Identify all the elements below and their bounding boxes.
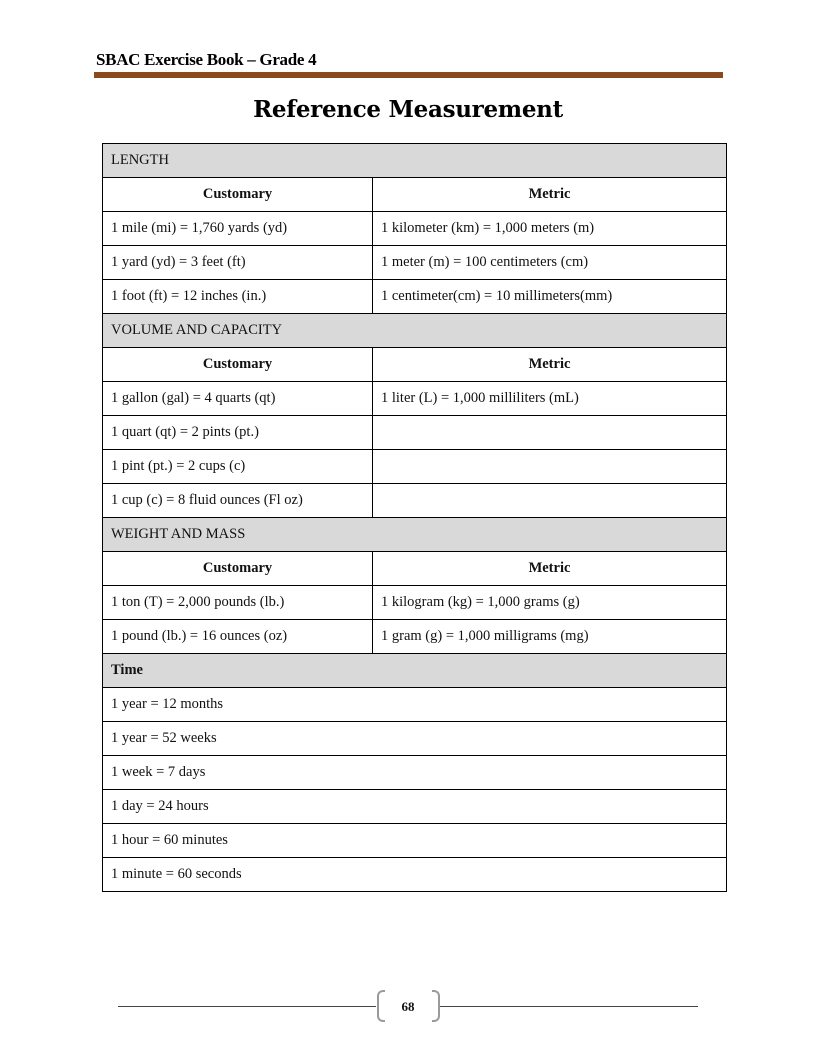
customary-header: Customary [103, 348, 373, 382]
table-row [103, 790, 727, 824]
metric-cell: 1 centimeter(cm) = 10 millimeters(mm) [373, 280, 727, 314]
section-header-volume [103, 314, 727, 348]
section-title: WEIGHT AND MASS [103, 518, 727, 552]
table-row [103, 280, 727, 314]
customary-cell: 1 pint (pt.) = 2 cups (c) [103, 450, 373, 484]
table-row [103, 246, 727, 280]
time-cell: 1 day = 24 hours [103, 790, 727, 824]
footer-rule-left [118, 1006, 376, 1007]
customary-cell: 1 ton (T) = 2,000 pounds (lb.) [103, 586, 373, 620]
table-row [103, 212, 727, 246]
metric-cell: 1 kilometer (km) = 1,000 meters (m) [373, 212, 727, 246]
metric-cell: 1 meter (m) = 100 centimeters (cm) [373, 246, 727, 280]
column-header-row [103, 552, 727, 586]
section-title: LENGTH [103, 144, 727, 178]
section-title: Time [103, 654, 727, 688]
customary-header: Customary [103, 552, 373, 586]
metric-cell [373, 450, 727, 484]
customary-cell: 1 pound (lb.) = 16 ounces (oz) [103, 620, 373, 654]
customary-cell: 1 cup (c) = 8 fluid ounces (Fl oz) [103, 484, 373, 518]
customary-cell: 1 quart (qt) = 2 pints (pt.) [103, 416, 373, 450]
table-row [103, 722, 727, 756]
section-title: VOLUME AND CAPACITY [103, 314, 727, 348]
table-row [103, 450, 727, 484]
table-row [103, 416, 727, 450]
metric-cell [373, 416, 727, 450]
table-row [103, 586, 727, 620]
left-bracket-icon [377, 990, 385, 1022]
table-row [103, 484, 727, 518]
metric-cell [373, 484, 727, 518]
customary-cell: 1 mile (mi) = 1,760 yards (yd) [103, 212, 373, 246]
section-header-time [103, 654, 727, 688]
metric-cell: 1 kilogram (kg) = 1,000 grams (g) [373, 586, 727, 620]
column-header-row [103, 178, 727, 212]
table-row [103, 382, 727, 416]
time-cell: 1 year = 12 months [103, 688, 727, 722]
table-row [103, 688, 727, 722]
table-row [103, 824, 727, 858]
reference-table [102, 143, 727, 892]
metric-cell: 1 liter (L) = 1,000 milliliters (mL) [373, 382, 727, 416]
customary-cell: 1 yard (yd) = 3 feet (ft) [103, 246, 373, 280]
column-header-row [103, 348, 727, 382]
metric-cell: 1 gram (g) = 1,000 milligrams (mg) [373, 620, 727, 654]
time-cell: 1 minute = 60 seconds [103, 858, 727, 892]
time-cell: 1 hour = 60 minutes [103, 824, 727, 858]
table-row [103, 858, 727, 892]
metric-header: Metric [373, 348, 727, 382]
customary-cell: 1 foot (ft) = 12 inches (in.) [103, 280, 373, 314]
section-header-length [103, 144, 727, 178]
metric-header: Metric [373, 178, 727, 212]
metric-header: Metric [373, 552, 727, 586]
header-rule [94, 72, 723, 78]
page-number: 68 [401, 999, 415, 1014]
footer-rule-right [440, 1006, 698, 1007]
time-cell: 1 week = 7 days [103, 756, 727, 790]
table-row [103, 756, 727, 790]
time-cell: 1 year = 52 weeks [103, 722, 727, 756]
table-row [103, 620, 727, 654]
customary-cell: 1 gallon (gal) = 4 quarts (qt) [103, 382, 373, 416]
header-title: SBAC Exercise Book – Grade 4 [96, 50, 317, 69]
section-header-weight [103, 518, 727, 552]
page-title: Reference Measurement [253, 96, 563, 123]
right-bracket-icon [432, 990, 440, 1022]
customary-header: Customary [103, 178, 373, 212]
